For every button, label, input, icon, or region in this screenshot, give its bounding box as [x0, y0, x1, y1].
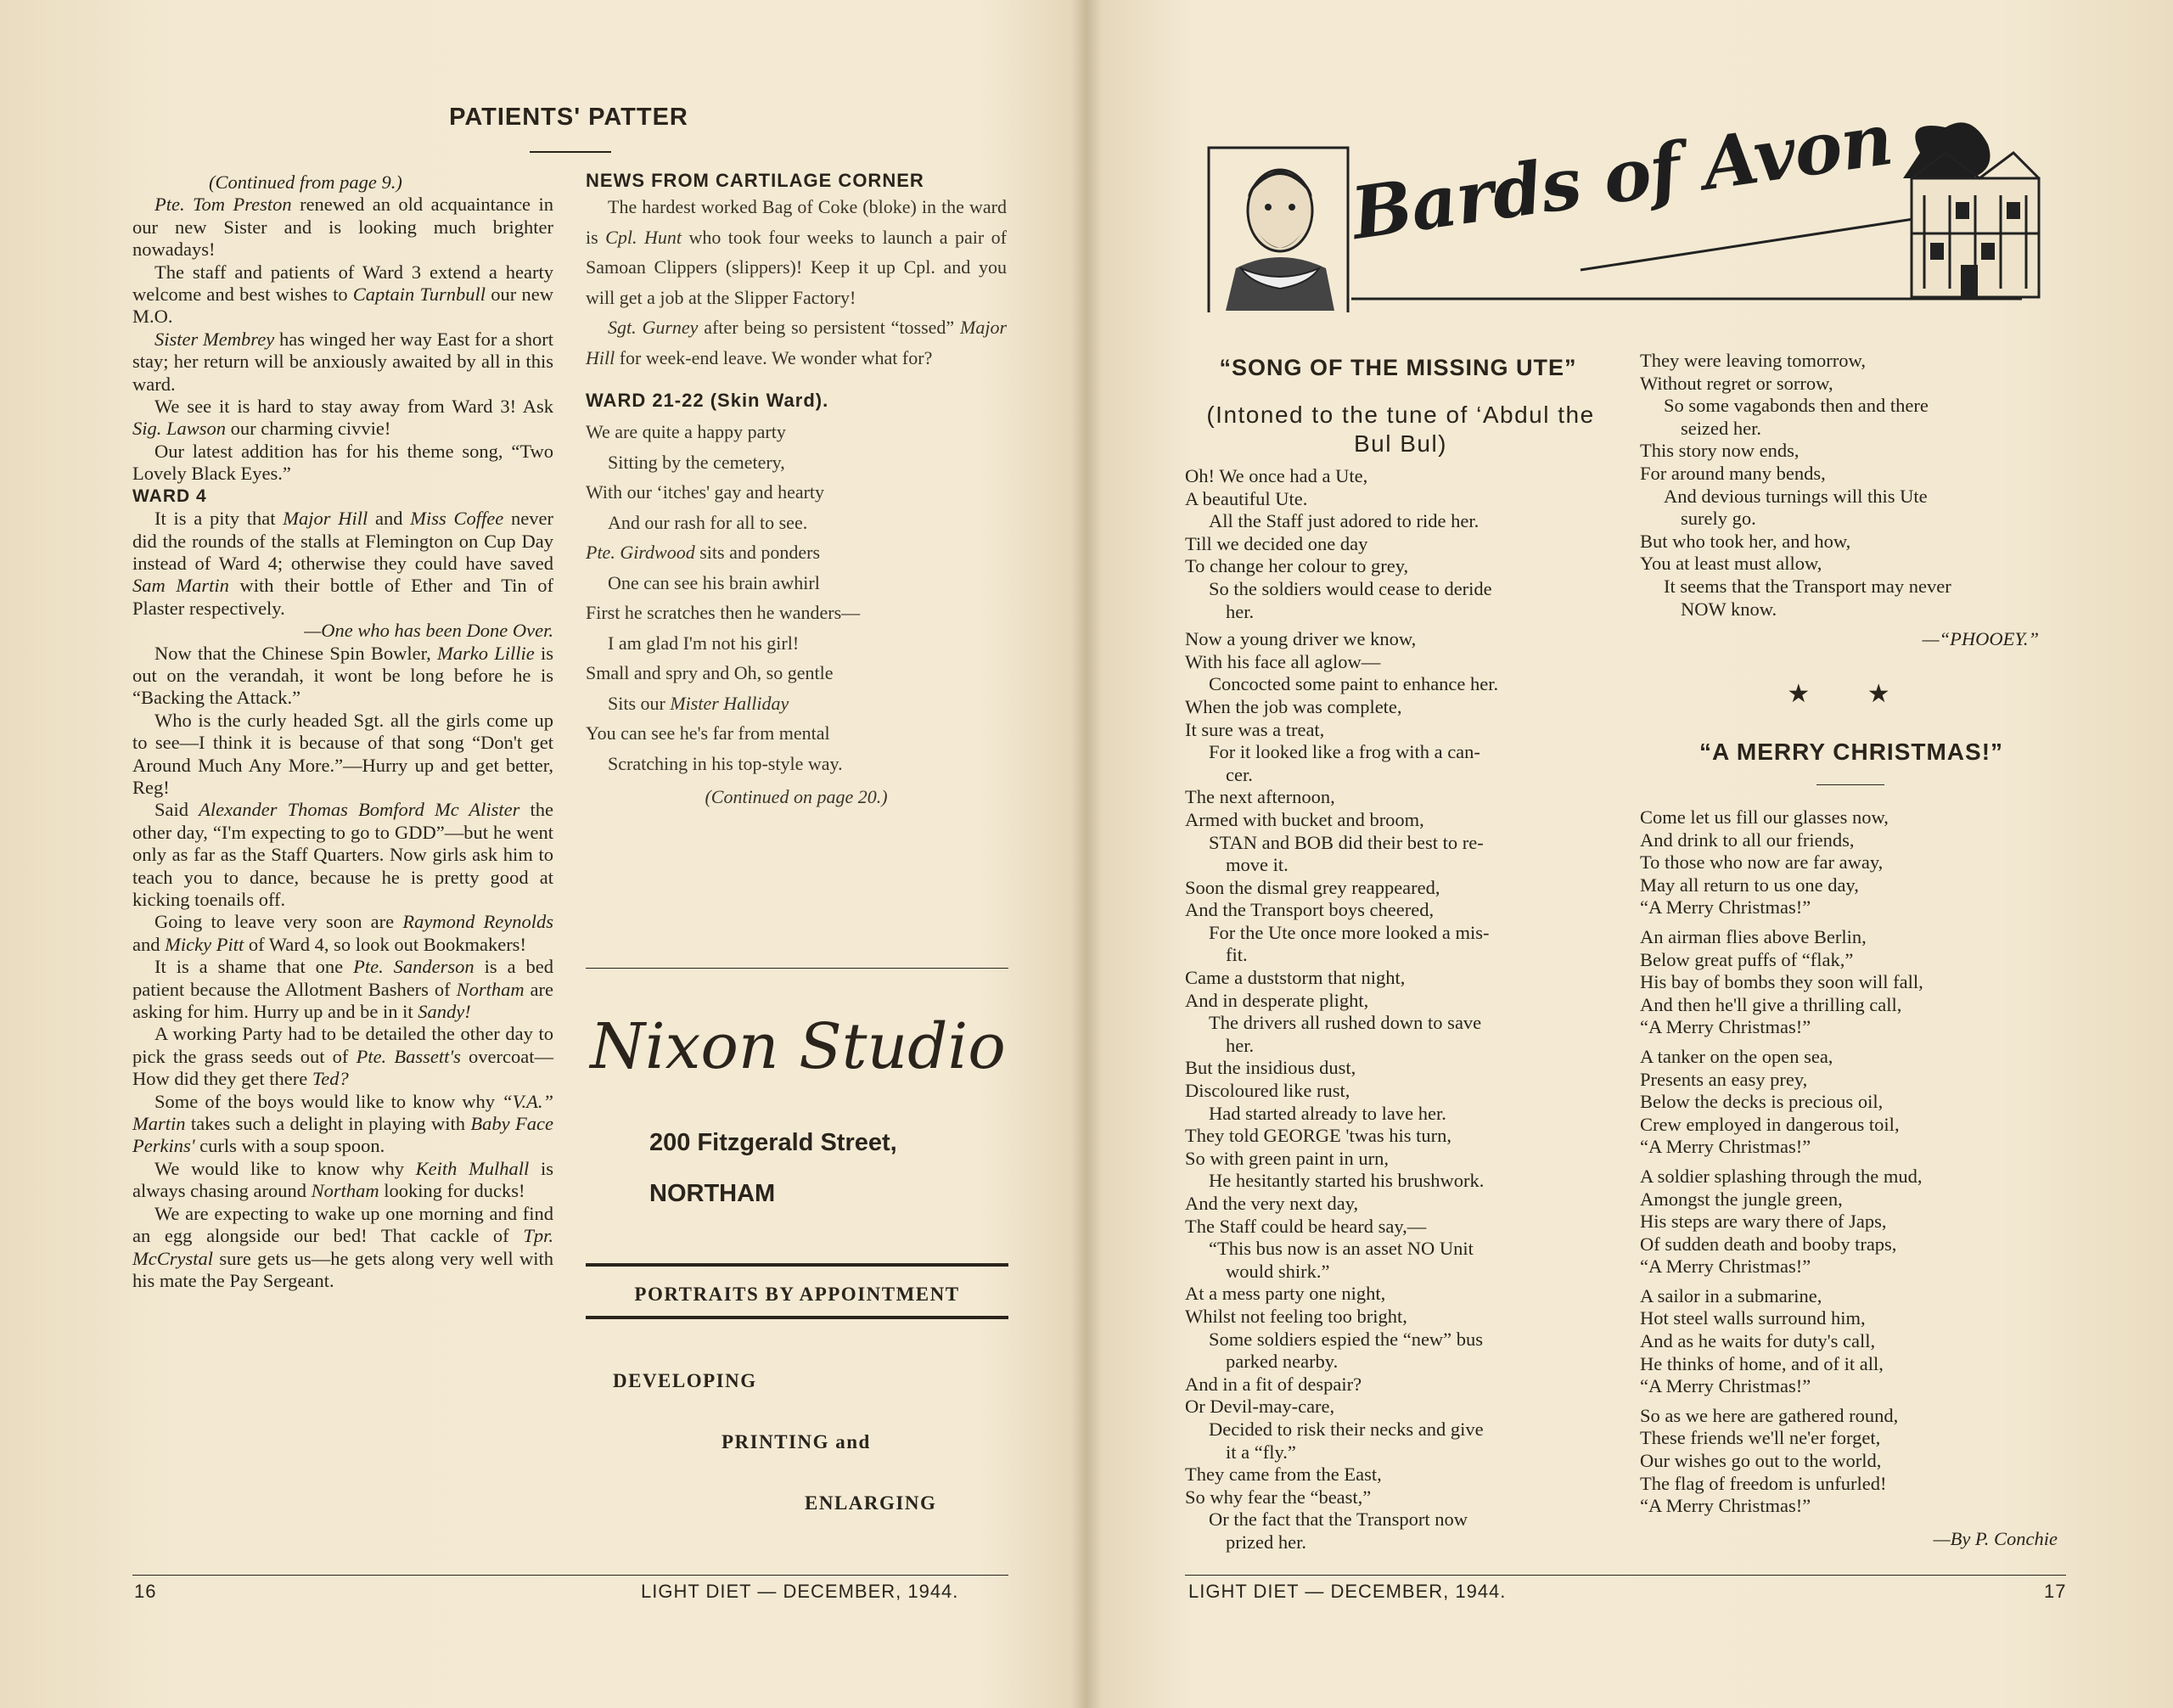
song-line: Armed with bucket and broom,: [1185, 808, 1424, 830]
xmas-title: “A MERRY CHRISTMAS!”: [1699, 739, 2004, 765]
poem-line: “A Merry Christmas!”: [1640, 1495, 1811, 1517]
footer-rule: [132, 1575, 1008, 1576]
poem-line: Amongst the jungle green,: [1640, 1188, 1843, 1210]
paragraph: Sister Membrey has winged her way East for a short stay; her return will be anxiously awaited by all in this ward.: [132, 328, 554, 395]
news-column: [586, 170, 1007, 812]
footer-rule: [1185, 1575, 2066, 1576]
poem-line: To those who now are far away,: [1640, 851, 1884, 874]
enlarging-line: ENLARGING: [805, 1492, 937, 1514]
song-line: seized her.: [1681, 417, 1761, 439]
poem-line: Presents an easy prey,: [1640, 1068, 1808, 1090]
paragraph: Now that the Chinese Spin Bowler, Marko Lillie is out on the verandah, it wont be long before he is “Backing the Attack.”: [132, 642, 553, 709]
song-line: It sure was a treat,: [1185, 718, 1325, 740]
verse-line: Scratching in his top-style way.: [608, 752, 843, 774]
verse-line: With our ‘itches' gay and hearty: [586, 481, 825, 503]
song-line: All the Staff just adored to ride her.: [1209, 510, 1480, 532]
poem-line: “A Merry Christmas!”: [1640, 896, 1811, 919]
poem-line: Crew employed in dangerous toil,: [1640, 1113, 1900, 1135]
song-line: To change her colour to grey,: [1185, 555, 1409, 577]
page-number: 16: [134, 1581, 157, 1602]
song-line: When the job was complete,: [1185, 695, 1402, 717]
studio-town: NORTHAM: [649, 1180, 776, 1207]
studio-name: Nixon Studio: [590, 1010, 1006, 1083]
poem-line: The flag of freedom is unfurled!: [1640, 1472, 1887, 1494]
studio-street: 200 Fitzgerald Street,: [649, 1129, 897, 1156]
poem-line: And then he'll give a thrilling call,: [1640, 993, 1902, 1015]
poem-stanza: [1640, 806, 2063, 919]
verse-line: Pte. Girdwood sits and ponders: [586, 542, 820, 563]
page-number: 17: [2044, 1581, 2067, 1602]
song-column-1: [1185, 465, 1613, 1554]
left-page: [0, 0, 1086, 1708]
poem-line: “A Merry Christmas!”: [1640, 1136, 1811, 1158]
song-line: Some soldiers espied the “new” bus: [1209, 1328, 1484, 1350]
poem-line: An airman flies above Berlin,: [1640, 925, 1867, 947]
banner-title: Bards of Avon: [1346, 96, 1897, 256]
verse-line: I am glad I'm not his girl!: [608, 632, 800, 654]
song-line: “This bus now is an asset NO Unit: [1209, 1238, 1474, 1260]
developing-line: DEVELOPING: [613, 1370, 757, 1391]
patter-column: [132, 171, 553, 1292]
poem-stanza: [1640, 1166, 2063, 1278]
star-divider: ★ ★: [1787, 680, 1916, 708]
paragraph: Said Alexander Thomas Bomford Mc Alister the other day, “I'm expecting to go to GDD”—but he went only as far as the Staff Quarters. Now girls ask him to teach you to dance, because he is pretty good at kicking toenails off.: [132, 799, 553, 910]
banner: [1207, 96, 2049, 312]
song-line: This story now ends,: [1640, 440, 1800, 462]
song-line: They came from the East,: [1185, 1464, 1382, 1486]
paragraph: Some of the boys would like to know why “V.A.” Martin takes such a delight in playing with Baby Face Perkins' curls with a soup spoon.: [132, 1090, 553, 1157]
news-heading: NEWS FROM CARTILAGE CORNER: [586, 170, 924, 191]
song-line: For it looked like a frog with a can-: [1209, 741, 1480, 763]
poem-line: “A Merry Christmas!”: [1640, 1375, 1811, 1397]
song-line: surely go.: [1681, 508, 1756, 530]
poem-line: Below the decks is precious oil,: [1640, 1091, 1884, 1113]
verse-line: Sitting by the cemetery,: [608, 451, 785, 473]
news-text: The hardest worked Bag of Coke (bloke) in the ward is Cpl. Hunt who took four weeks to launch a pair of Samoan Clippers (slippers)! Keep it up Cpl. and you will get a job at the Slipper Factory! Sgt. Gurney after being so persistent “tossed” Major Hill for week-end leave. We wonder what for?: [586, 196, 1008, 368]
poem-line: And as he waits for duty's call,: [1640, 1330, 1876, 1352]
song-line: So the soldiers would cease to deride: [1209, 577, 1492, 599]
poem-line: A soldier splashing through the mud,: [1640, 1165, 1923, 1187]
byline: —By P. Conchie: [1933, 1528, 2058, 1549]
ad-rule: [586, 1316, 1008, 1319]
song-line: fit.: [1226, 944, 1248, 966]
paragraph: It is a shame that one Pte. Sanderson is a bed patient because the Allotment Bashers of Northam are asking for him. Hurry up and be in it Sandy!: [132, 956, 554, 1023]
song-line: move it.: [1226, 854, 1289, 876]
song-line: Soon the dismal grey reappeared,: [1185, 876, 1440, 898]
paragraph: We are expecting to wake up one morning and find an egg alongside our bed! That cackle of Tpr. McCrystal sure gets us—he gets along very well with his mate the Pay Sergeant.: [132, 1202, 553, 1291]
song-line: would shirk.”: [1226, 1260, 1330, 1282]
poem-line: May all return to us one day,: [1640, 874, 1859, 896]
xmas-rule: [1816, 784, 1884, 785]
continued-note: (Continued on page 20.): [705, 786, 888, 807]
footer-title: LIGHT DIET — DECEMBER, 1944.: [641, 1581, 959, 1602]
ward-heading: WARD 21-22 (Skin Ward).: [586, 390, 829, 411]
song-line: For the Ute once more looked a mis-: [1209, 921, 1490, 943]
song-line: The next afternoon,: [1185, 786, 1335, 808]
footer-title: LIGHT DIET — DECEMBER, 1944.: [1188, 1581, 1507, 1602]
poem-line: And drink to all our friends,: [1640, 829, 1855, 851]
song-line: The Staff could be heard say,—: [1185, 1215, 1427, 1237]
song-line: it a “fly.”: [1226, 1441, 1296, 1463]
shakespeare-portrait-icon: [1226, 170, 1334, 311]
paragraph: The staff and patients of Ward 3 extend a hearty welcome and best wishes to Captain Turnbull our new M.O.: [132, 261, 553, 328]
song-line: Till we decided one day: [1185, 532, 1368, 554]
ad-top-rule: [586, 968, 1008, 969]
paragraph: Going to leave very soon are Raymond Reynolds and Micky Pitt of Ward 4, so look out Bookmakers!: [132, 911, 553, 955]
song-line: Whilst not feeling too bright,: [1185, 1305, 1407, 1327]
poem-line: These friends we'll ne'er forget,: [1640, 1427, 1881, 1449]
song-line: Or the fact that the Transport now: [1209, 1509, 1468, 1531]
song-line: STAN and BOB did their best to re-: [1209, 831, 1484, 853]
poem-line: Of sudden death and booby traps,: [1640, 1233, 1897, 1255]
song-line: But the insidious dust,: [1185, 1057, 1356, 1079]
song-line: You at least must allow,: [1640, 553, 1822, 575]
song-line: They told GEORGE 'twas his turn,: [1185, 1125, 1452, 1147]
song-line: Came a duststorm that night,: [1185, 967, 1406, 989]
poem-line: “A Merry Christmas!”: [1640, 1256, 1811, 1278]
paragraph: Our latest addition has for his theme song, “Two Lovely Black Eyes.”: [132, 440, 553, 485]
verse-line: One can see his brain awhirl: [608, 571, 820, 593]
poem-line: Below great puffs of “flak,”: [1640, 948, 1854, 970]
ward-verse: [586, 417, 1007, 778]
song-line: Decided to risk their necks and give: [1209, 1418, 1484, 1440]
song-line: And devious turnings will this Ute: [1664, 485, 1928, 507]
song-column-2: [1640, 350, 2063, 621]
song-line: her.: [1226, 600, 1255, 622]
paragraph: We see it is hard to stay away from Ward 3! Ask Sig. Lawson our charming civvie!: [132, 396, 553, 440]
verse-line: Sits our Mister Halliday: [608, 692, 789, 714]
song-line: prized her.: [1226, 1531, 1306, 1553]
ward4-heading: WARD 4: [132, 486, 207, 506]
portraits-line: PORTRAITS BY APPOINTMENT: [634, 1284, 960, 1305]
page-heading: PATIENTS' PATTER: [449, 104, 688, 131]
verse-line: Small and spry and Oh, so gentle: [586, 662, 834, 683]
poem-line: Hot steel walls surround him,: [1640, 1307, 1866, 1329]
song-line: NOW know.: [1681, 598, 1777, 620]
continued-note: (Continued from page 9.): [209, 171, 402, 193]
xmas-poem: [1640, 806, 2063, 1525]
song-line: It seems that the Transport may never: [1664, 575, 1951, 597]
heading-rule: [530, 151, 611, 153]
paragraph: A working Party had to be detailed the other day to pick the grass seeds out of Pte. Bassett's overcoat—How did they get there Ted?: [132, 1023, 554, 1090]
song-line: her.: [1226, 1034, 1255, 1056]
verse-line: First he scratches then he wanders—: [586, 602, 861, 623]
poem-line: Come let us fill our glasses now,: [1640, 806, 1889, 828]
poem-line: A tanker on the open sea,: [1640, 1045, 1833, 1067]
song-line: Had started already to lave her.: [1209, 1102, 1446, 1124]
song-line: And the Transport boys cheered,: [1185, 899, 1435, 921]
poem-line: A sailor in a submarine,: [1640, 1284, 1822, 1306]
phooey-sign: —“PHOOEY.”: [1922, 628, 2039, 649]
paragraph: We would like to know why Keith Mulhall is always chasing around Northam looking for ducks!: [132, 1157, 553, 1202]
song-line: They were leaving tomorrow,: [1640, 350, 1866, 371]
poem-line: So as we here are gathered round,: [1640, 1404, 1899, 1426]
song-line: And the very next day,: [1185, 1193, 1359, 1214]
song-line: Oh! We once had a Ute,: [1185, 465, 1368, 486]
song-line: Discoloured like rust,: [1185, 1080, 1350, 1102]
song-line: At a mess party one night,: [1185, 1283, 1386, 1305]
poem-line: Our wishes go out to the world,: [1640, 1450, 1882, 1472]
song-line: So why fear the “beast,”: [1185, 1486, 1372, 1508]
tudor-house-icon: [1903, 122, 2039, 297]
song-line: And in a fit of despair?: [1185, 1373, 1362, 1395]
verse-line: You can see he's far from mental: [586, 722, 830, 744]
song-line: With his face all aglow—: [1185, 650, 1381, 672]
song-line: cer.: [1226, 763, 1253, 785]
poem-line: His bay of bombs they soon will fall,: [1640, 971, 1923, 993]
verse-line: We are quite a happy party: [586, 421, 786, 442]
song-line: Without regret or sorrow,: [1640, 372, 1833, 394]
song-line: The drivers all rushed down to save: [1209, 1012, 1482, 1034]
poem-line: He thinks of home, and of it all,: [1640, 1352, 1884, 1374]
right-page: [1086, 0, 2173, 1708]
song-subtitle: (Intoned to the tune of ‘Abdul the Bul Bul): [1206, 402, 1595, 457]
poem-stanza: [1640, 926, 2063, 1039]
song-line: Now a young driver we know,: [1185, 628, 1417, 650]
song-line: So with green paint in urn,: [1185, 1147, 1389, 1169]
poem-stanza: [1640, 1405, 2063, 1518]
paragraph: Pte. Tom Preston renewed an old acquaintance in our new Sister and is looking much brighter nowadays!: [132, 194, 553, 261]
signature: —One who has been Done Over.: [304, 620, 553, 642]
poem-line: His steps are wary there of Japs,: [1640, 1211, 1887, 1233]
paragraph: Who is the curly headed Sgt. all the girls come up to see—I think it is because of that song “Don't get Around Much Any More.”—Hurry up and get better, Reg!: [132, 709, 553, 798]
song-line: Concocted some paint to enhance her.: [1209, 673, 1499, 695]
song-title: “SONG OF THE MISSING UTE”: [1219, 355, 1577, 380]
ad-rule: [586, 1263, 1008, 1267]
song-line: So some vagabonds then and there: [1664, 395, 1929, 417]
verse-line: And our rash for all to see.: [608, 511, 808, 533]
song-line: And in desperate plight,: [1185, 989, 1369, 1011]
poem-stanza: [1640, 1046, 2063, 1159]
song-line: But who took her, and how,: [1640, 530, 1851, 552]
poem-stanza: [1640, 1285, 2063, 1398]
song-line: A beautiful Ute.: [1185, 487, 1308, 509]
song-line: For around many bends,: [1640, 462, 1826, 484]
song-line: Or Devil-may-care,: [1185, 1396, 1335, 1418]
song-line: He hesitantly started his brushwork.: [1209, 1170, 1485, 1192]
poem-line: “A Merry Christmas!”: [1640, 1016, 1811, 1038]
printing-line: PRINTING and: [722, 1431, 871, 1452]
paragraph: It is a pity that Major Hill and Miss Coffee never did the rounds of the stalls at Flemington on Cup Day instead of Ward 4; otherwise they could have saved Sam Martin with their bottle of Ether and Tin of Plaster respectively.: [132, 508, 554, 619]
song-line: parked nearby.: [1226, 1351, 1339, 1373]
